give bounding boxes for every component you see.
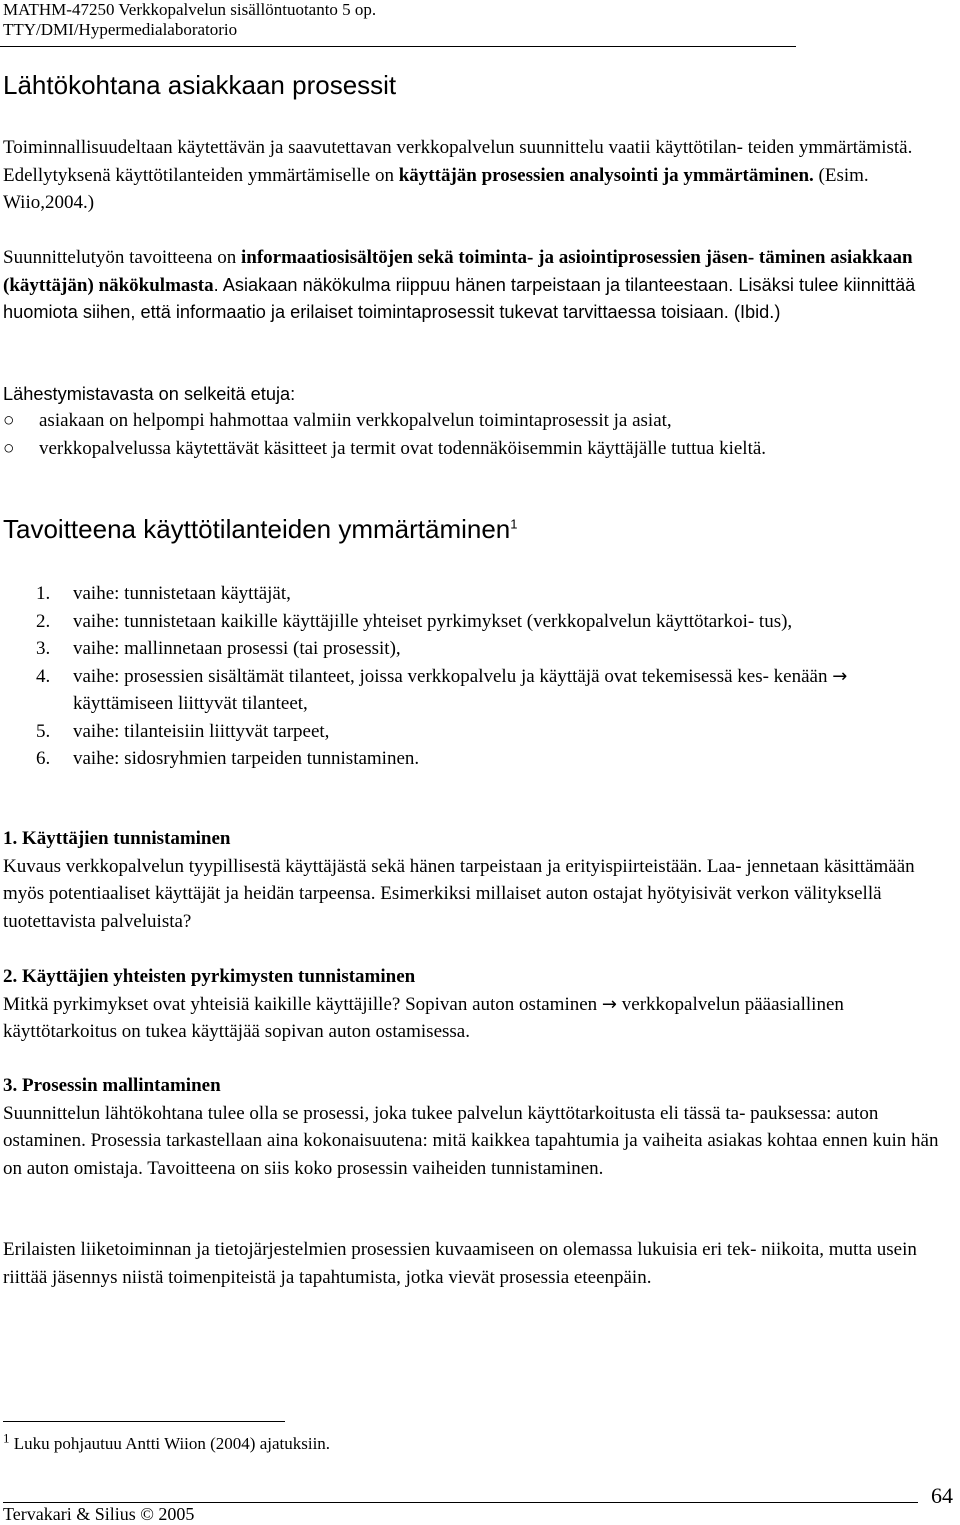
list-item: 4. vaihe: prosessien sisältämät tilanteet, joissa verkkopalvelu ja käyttäjä ovat tekemisessä kes- kenään → käyttämiseen liittyvät tilanteet, bbox=[36, 665, 848, 714]
bullet-circle-icon: ○ bbox=[3, 437, 15, 459]
paragraph-goal: Suunnittelutyön tavoitteena on informaatiosisältöjen sekä toiminta- ja asiointiprosessien jäsen- täminen asiakkaan (käyttäjän) näkökulmasta. Asiakaan näkökulma riippuu hänen tarpeistaan ja tilanteestaan. Lisäksi tulee kiinnittää huomiota siihen, että informaatio ja erilaiset toimintaprosessit tukevat tarvittaessa toisiaan. (Ibid.) bbox=[3, 247, 916, 322]
subsection-body: Suunnittelun lähtökohtana tulee olla se prosessi, joka tukee palvelun käyttötarkoitusta eli tässä ta- pauksessa: auton ostaminen. Prosessia tarkastellaan aina kokonaisuutena: mitä kaikkea tapahtumia ja vaiheita asiakas kohtaa ennen kuin hän on auton omistaja. Tavoitteena on siis koko prosessin vaiheiden tunnistaminen. bbox=[3, 1102, 939, 1179]
list-item: 1. vaihe: tunnistetaan käyttäjät, bbox=[36, 583, 291, 604]
footnote-divider bbox=[3, 1421, 285, 1422]
paragraph-techniques: Erilaisten liiketoiminnan ja tietojärjestelmien prosessien kuvaamiseen on olemassa lukuisia eri tek- niikoita, mutta usein riittää jäsennys niistä toimenpiteistä ja tapahtumista, jotka vievät prosessia eteenpäin. bbox=[3, 1239, 917, 1288]
bullet-circle-icon: ○ bbox=[3, 410, 15, 431]
subsection-title: 2. Käyttäjien yhteisten pyrkimysten tunnistaminen bbox=[3, 966, 416, 987]
subsection-modeling bbox=[3, 1072, 948, 1182]
header-divider bbox=[0, 46, 796, 47]
footnote-mark: 1 bbox=[3, 1430, 10, 1446]
list-item: 5. vaihe: tilanteisiin liittyvät tarpeet, bbox=[36, 720, 330, 742]
footnote-reference: 1 bbox=[510, 516, 518, 532]
footer-authors: Tervakari & Silius © 2005 bbox=[3, 1504, 195, 1524]
footnote: $^1$ Luku pohjautuu Antti Wiion (2004) ajatuksiin. bbox=[3, 1430, 331, 1453]
subsection-users bbox=[3, 825, 948, 935]
course-title: MATHM-47250 Verkkopalvelun sisällöntuotanto 5 op. bbox=[3, 0, 377, 19]
benefits-list bbox=[3, 407, 948, 462]
emphasis-process-analysis: käyttäjän prosessien analysointi ja ymmärtäminen. bbox=[398, 164, 814, 186]
page-number: 64 bbox=[931, 1483, 953, 1508]
subsection-goals bbox=[3, 963, 948, 1046]
list-item: 2. vaihe: tunnistetaan kaikille käyttäjille yhteiset pyrkimykset (verkkopalvelun käyttötarkoi- tus), bbox=[36, 610, 793, 632]
paragraph-intro: Toiminnallisuudeltaan käytettävän ja saavutettavan verkkopalvelun suunnittelu vaatii käyttötilan- teiden ymmärtämistä. Edellytyksenä käyttötilanteiden ymmärtämiselle on käyttäjän prosessien analysointi ja ymmärtäminen. (Esim. Wiio,2004.) bbox=[3, 137, 913, 213]
department: TTY/DMI/Hypermedialaboratorio bbox=[3, 20, 238, 39]
list-item: ○ asiakaan on helpompi hahmottaa valmiin verkkopalvelun toimintaprosessit ja asiat, bbox=[3, 407, 948, 435]
section-heading-use-situations: Tavoitteena käyttötilanteiden ymmärtäminen$^1$ bbox=[3, 514, 518, 544]
subsection-body: Kuvaus verkkopalvelun tyypillisestä käyttäjästä sekä hänen tarpeistaan ja erityispiirteistään. Laa- jennetaan käsittämään myös potentiaaliset käyttäjät ja heidän tarpeensa. Esimerkiksi millaiset auton ostajat hyötyisivät verkon välityksellä tuotettavista palveluista? bbox=[3, 855, 915, 932]
arrow-right-icon: → bbox=[601, 993, 618, 1015]
list-item: 3. vaihe: mallinnetaan prosessi (tai prosessit), bbox=[36, 638, 401, 659]
subsection-title: 1. Käyttäjien tunnistaminen bbox=[3, 828, 231, 849]
list-item: ○ verkkopalvelussa käytettävät käsitteet ja termit ovat todennäköisemmin käyttäjälle tuttua kieltä. bbox=[3, 435, 948, 463]
emphasis-structuring: informaatiosisältöjen sekä toiminta- ja asiointiprosessien jäsen- täminen asiakkaan (käyttäjän) näkökulmasta bbox=[3, 247, 913, 296]
section-heading-processes: Lähtökohtana asiakkaan prosessit bbox=[3, 70, 397, 100]
list-item: 6. vaihe: sidosryhmien tarpeiden tunnistaminen. bbox=[36, 748, 420, 769]
subsection-title: 3. Prosessin mallintaminen bbox=[3, 1075, 221, 1096]
arrow-right-icon: → bbox=[832, 665, 848, 687]
page-header bbox=[3, 0, 376, 40]
steps-list bbox=[36, 580, 948, 773]
subsection-body: Mitkä pyrkimykset ovat yhteisiä kaikille käyttäjille? Sopivan auton ostaminen → verkkopalvelun pääasiallinen käyttötarkoitus on tukea käyttäjää sopivan auton ostamisessa. bbox=[3, 993, 844, 1042]
paragraph-benefits: Lähestymistavasta on selkeitä etuja: bbox=[3, 384, 296, 404]
